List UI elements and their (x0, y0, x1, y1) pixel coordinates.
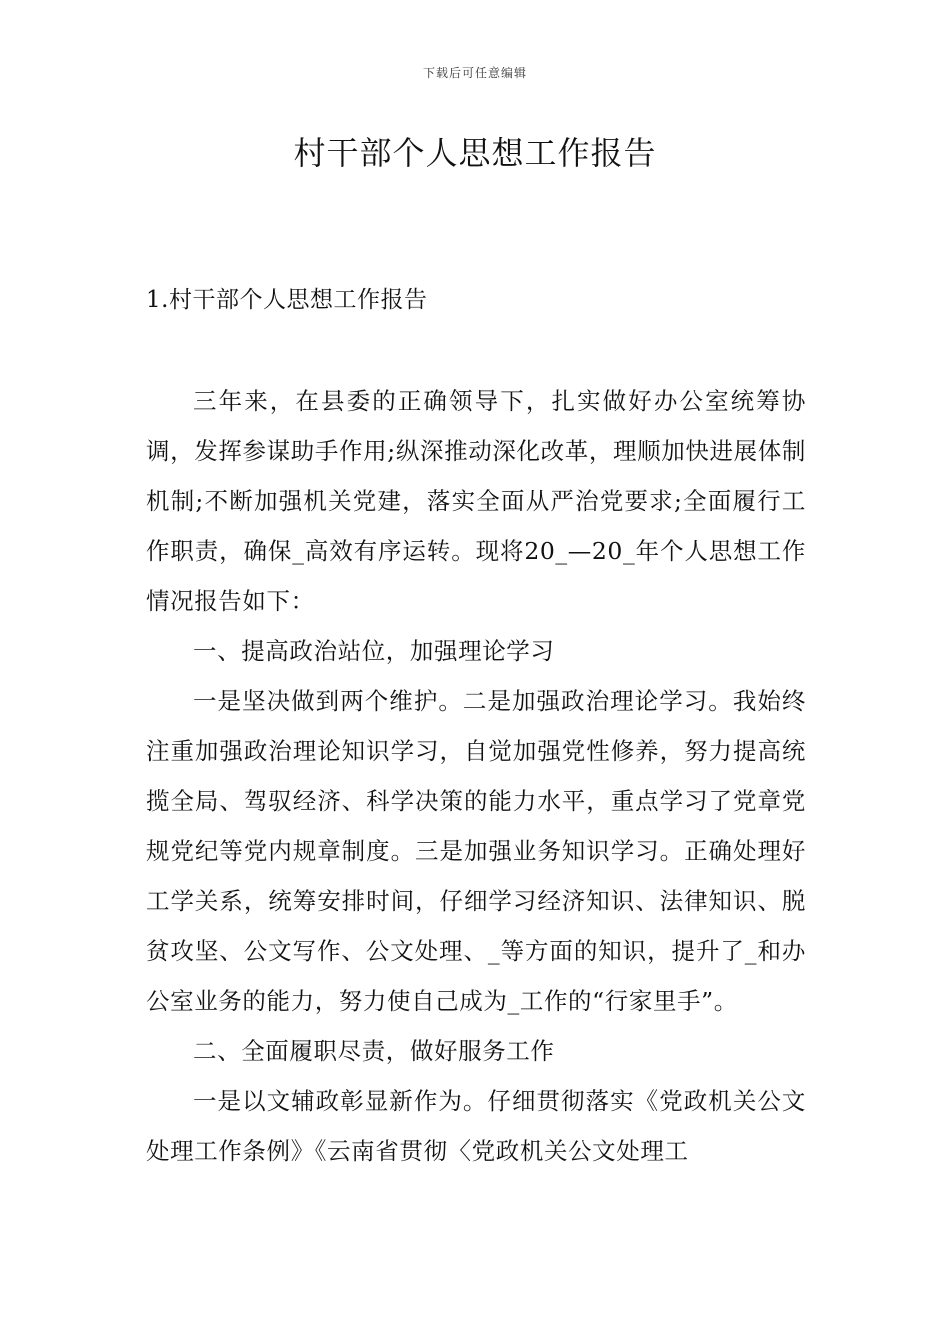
document-body (146, 376, 806, 1176)
paragraph-intro: 三年来，在县委的正确领导下，扎实做好办公室统筹协调，发挥参谋助手作用;纵深推动深化改革，理顺加快进展体制机制;不断加强机关党建，落实全面从严治党要求;全面履行工作职责，确保_高效有序运转。现将20_—20_年个人思想工作情况报告如下： (146, 387, 806, 615)
paragraph-service: 一是以文辅政彰显新作为。仔细贯彻落实《党政机关公文处理工作条例》《云南省贯彻〈党政机关公文处理工 (146, 1087, 806, 1165)
section-heading: 1.村干部个人思想工作报告 (146, 287, 428, 313)
paragraph-heading-one: 一、提高政治站位，加强理论学习 (193, 637, 555, 665)
header-note: 下载后可任意编辑 (422, 66, 527, 80)
document-title: 村干部个人思想工作报告 (293, 134, 657, 172)
paragraph-heading-two: 二、全面履职尽责，做好服务工作 (193, 1037, 555, 1065)
paragraph-study: 一是坚决做到两个维护。二是加强政治理论学习。我始终注重加强政治理论知识学习，自觉加强党性修养，努力提高统揽全局、驾驭经济、科学决策的能力水平，重点学习了党章党规党纪等党内规章制度。三是加强业务知识学习。正确处理好工学关系，统筹安排时间，仔细学习经济知识、法律知识、脱贫攻坚、公文写作、公文处理、_等方面的知识，提升了_和办公室业务的能力，努力使自己成为_工作的“行家里手”。 (146, 687, 806, 1015)
